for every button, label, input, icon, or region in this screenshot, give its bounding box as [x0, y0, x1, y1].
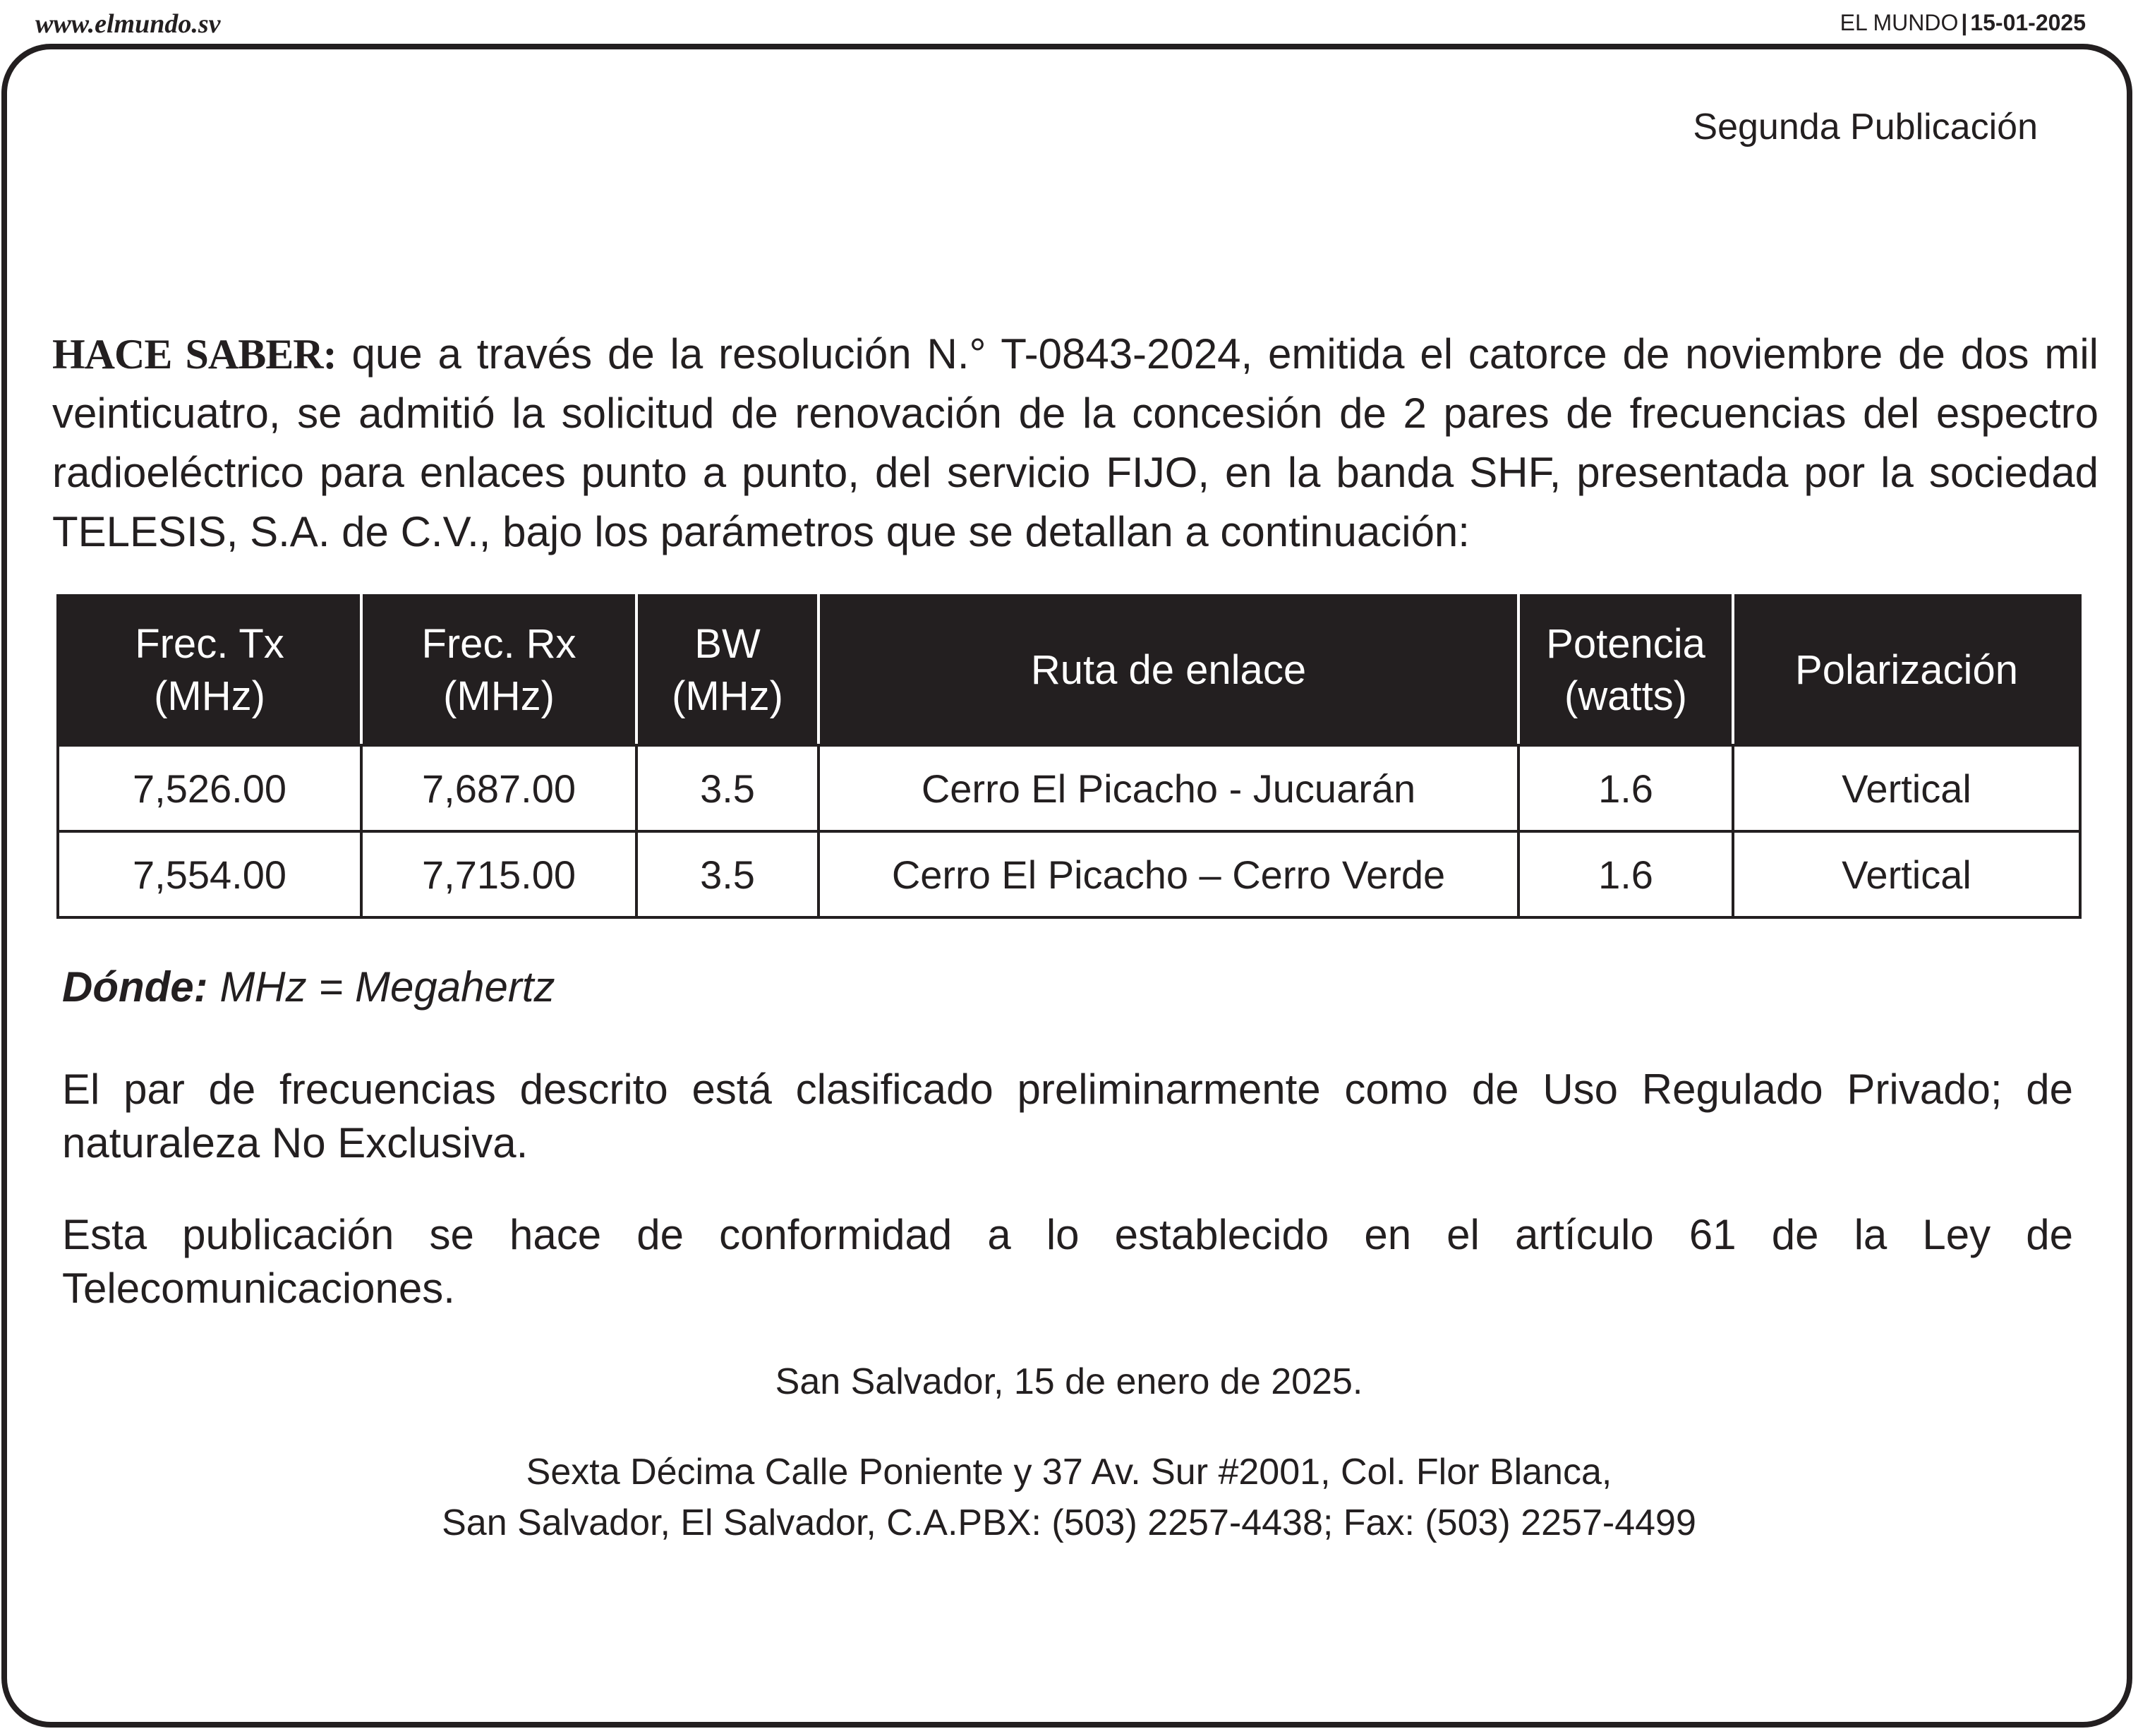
cell-bandwidth: 3.5 — [636, 745, 819, 831]
cell-rx-frequency: 7,715.00 — [361, 831, 636, 917]
place-and-date: San Salvador, 15 de enero de 2025. — [775, 1361, 1363, 1402]
paper-name: EL MUNDO — [1840, 10, 1959, 35]
cell-bandwidth: 3.5 — [636, 831, 819, 917]
address-line-2: San Salvador, El Salvador, C.A.PBX: (503) 2257-4438; Fax: (503) 2257-4499 — [442, 1502, 1696, 1543]
cell-power: 1.6 — [1518, 831, 1733, 917]
cell-rx-frequency: 7,687.00 — [361, 745, 636, 831]
cell-route: Cerro El Picacho - Jucuarán — [819, 745, 1518, 831]
notice-lead: HACE SABER: — [52, 331, 337, 378]
legal-basis-paragraph: Esta publicación se hace de conformidad a lo establecido en el artículo 61 de la Ley de Telecomunicaciones. — [62, 1211, 2073, 1312]
table-header-row — [58, 596, 2080, 745]
col-header-tx-frequency: Frec. Tx (MHz) — [58, 596, 361, 745]
masthead — [1840, 10, 2086, 36]
notice-intro-text: que a través de la resolución N.° T-0843-2024, emitida el catorce de noviembre de dos mil veinticuatro, se admitió la solicitud de renovación de la concesión de 2 pares de frecuencias del espectro radioeléctrico para enlaces punto a punto, del servicio FIJO, en la banda SHF, presentada por la sociedad TELESIS, S.A. de C.V., bajo los parámetros que se detallan a continuación: — [52, 330, 2099, 555]
col-header-polarization: Polarización — [1733, 596, 2080, 745]
issue-date: 15-01-2025 — [1970, 10, 2086, 35]
classification-paragraph: El par de frecuencias descrito está clasificado preliminarmente como de Uso Regulado Privado; de naturaleza No Exclusiva. — [62, 1066, 2073, 1167]
col-header-power: Potencia (watts) — [1518, 596, 1733, 745]
notice-intro — [52, 325, 2098, 562]
publication-tag: Segunda Publicación — [1693, 107, 2038, 147]
table-row — [58, 745, 2080, 831]
cell-route: Cerro El Picacho – Cerro Verde — [819, 831, 1518, 917]
cell-polarization: Vertical — [1733, 831, 2080, 917]
cell-tx-frequency: 7,554.00 — [58, 831, 361, 917]
definition-key: Dónde: — [62, 963, 208, 1011]
site-url: www.elmundo.sv — [35, 9, 221, 39]
cell-power: 1.6 — [1518, 745, 1733, 831]
address-line-1: Sexta Décima Calle Poniente y 37 Av. Sur #2001, Col. Flor Blanca, — [526, 1452, 1612, 1493]
definition-value: MHz = Megahertz — [219, 963, 555, 1011]
masthead-separator: | — [1961, 10, 1968, 35]
parameters-table — [56, 594, 2082, 919]
cell-tx-frequency: 7,526.00 — [58, 745, 361, 831]
contact-address — [0, 1447, 2138, 1548]
col-header-rx-frequency: Frec. Rx (MHz) — [361, 596, 636, 745]
definition-note — [62, 963, 555, 1011]
col-header-bandwidth: BW (MHz) — [636, 596, 819, 745]
cell-polarization: Vertical — [1733, 745, 2080, 831]
table-row — [58, 831, 2080, 917]
col-header-route: Ruta de enlace — [819, 596, 1518, 745]
